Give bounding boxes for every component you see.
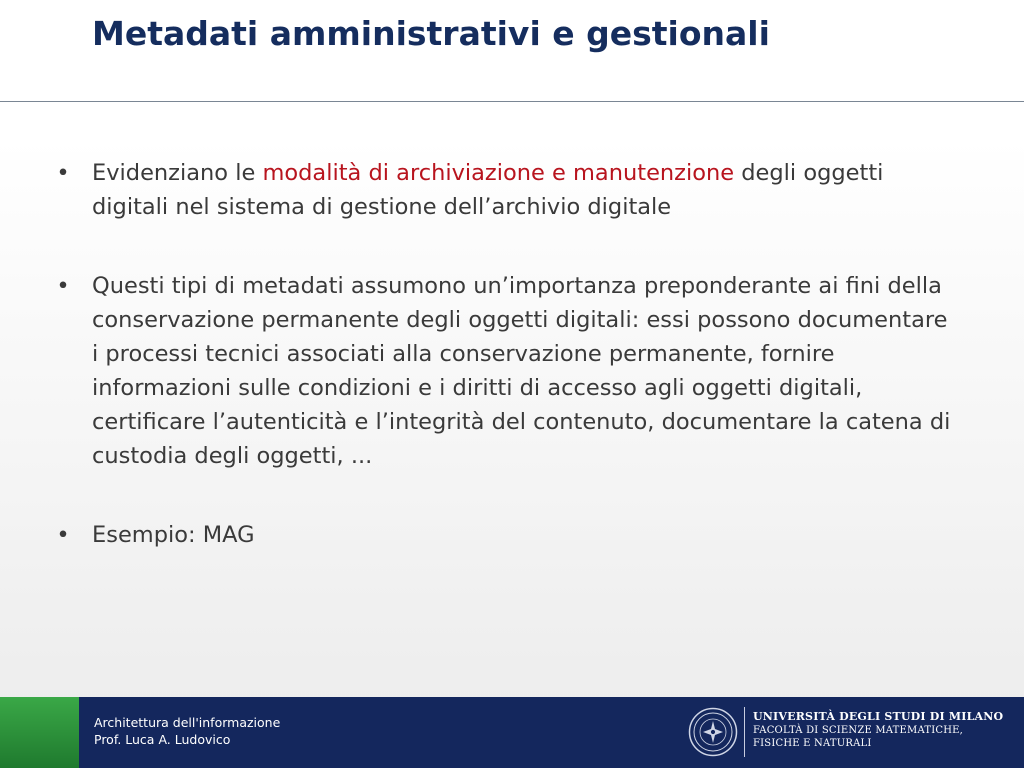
bullet-text-prefix: Evidenziano le	[92, 160, 263, 186]
bullet-marker: •	[56, 522, 70, 548]
course-name: Architettura dell'informazione	[94, 715, 281, 730]
faculty-line-1: FACOLTÀ DI SCIENZE MATEMATICHE,	[753, 725, 964, 736]
logo-divider	[744, 707, 745, 757]
university-seal-icon	[688, 707, 738, 757]
university-name: UNIVERSITÀ DEGLI STUDI DI MILANO	[753, 710, 1004, 723]
bullet-list	[56, 156, 956, 552]
footer-accent-block	[0, 697, 79, 768]
title-divider	[0, 101, 1024, 102]
faculty-line-2: FISICHE E NATURALI	[753, 738, 872, 749]
highlighted-phrase: modalità di archiviazione e manutenzione	[262, 160, 735, 186]
bullet-text: Esempio: MAG	[92, 522, 255, 548]
bullet-text-suffix: degli oggetti digitali nel sistema di gestione dell’archivio digitale	[92, 160, 884, 220]
bullet-marker: •	[56, 160, 70, 186]
bullet-text: Questi tipi di metadati assumono un’importanza preponderante ai fini della conservazione permanente degli oggetti digitali: essi possono documentare i processi tecnici associati alla conservazione permanente, fornire informazioni sulle condizioni e i diritti di accesso agli oggetti digitali, certificare l’autenticità e l’integrità del contenuto, documentare la catena di custodia degli oggetti, ...	[92, 273, 951, 469]
bullet-marker: •	[56, 273, 70, 299]
professor-name: Prof. Luca A. Ludovico	[94, 732, 231, 747]
footer-course-info	[94, 714, 280, 748]
university-branding	[753, 710, 1003, 750]
slide-footer	[0, 697, 1024, 768]
bullet-item	[56, 518, 956, 552]
bullet-item	[56, 156, 932, 224]
bullet-item	[56, 269, 960, 473]
slide-title: Metadati amministrativi e gestionali	[92, 14, 770, 53]
